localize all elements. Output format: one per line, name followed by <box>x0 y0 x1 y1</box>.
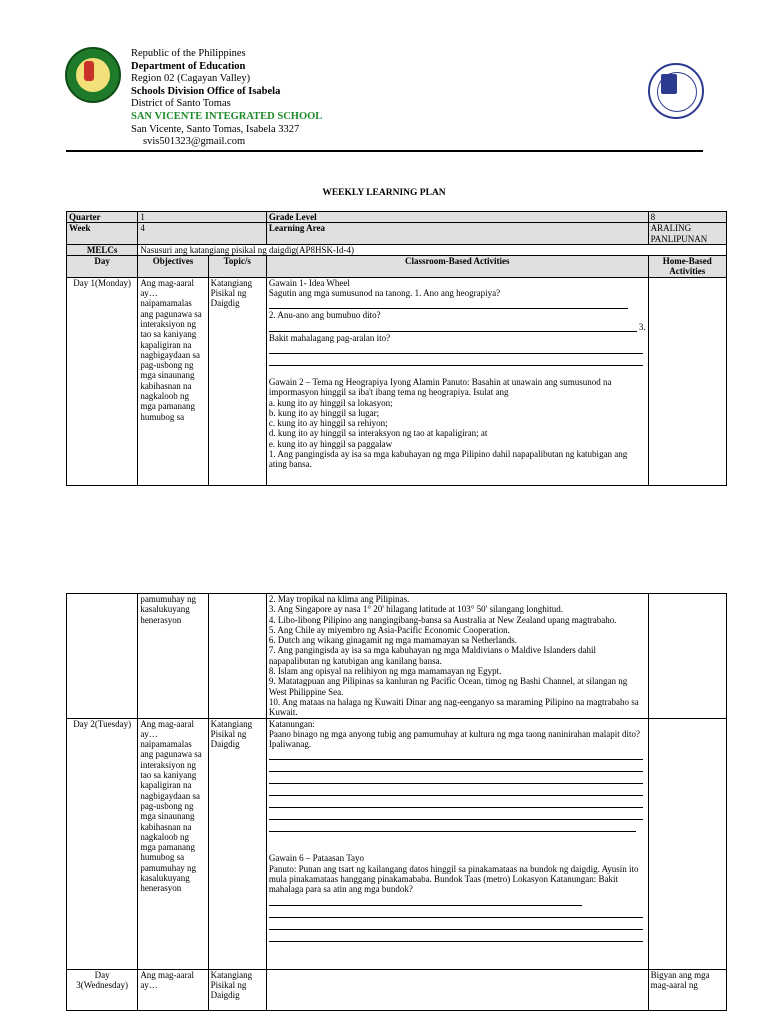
school-address: San Vicente, Santo Tomas, Isabela 3327 <box>131 123 300 135</box>
answer-line <box>269 797 643 808</box>
melcs-row <box>67 244 727 255</box>
division-line: Schools Division Office of Isabela <box>131 85 281 97</box>
day1-home <box>648 277 726 485</box>
col-objectives: Objectives <box>138 256 208 278</box>
gawain1-q3: Bakit mahalagang pag-aralan ito? <box>268 332 391 343</box>
answer-line <box>269 785 643 796</box>
day1-cont-classroom <box>266 594 648 719</box>
area-label: Learning Area <box>266 223 648 245</box>
col-classroom: Classroom-Based Activities <box>266 256 648 278</box>
answer-line <box>269 895 582 906</box>
gawain2-option-e: e. kung ito ay hinggil sa paggalaw <box>268 438 393 449</box>
header-rule <box>66 150 703 152</box>
answer-line <box>269 809 643 820</box>
week-label: Week <box>67 223 138 245</box>
region-line: Region 02 (Cagayan Valley) <box>131 73 251 85</box>
republic-line: Republic of the Philippines <box>131 48 246 59</box>
answer-line <box>269 749 643 760</box>
gawain1-title: Gawain 1- Idea Wheel <box>268 277 350 288</box>
gawain2-item-10: 10. Ang mataas na halaga ng Kuwaiti Dinar ang nag-eenganyo sa maraming Pilipino na magtrabaho sa Kuwait. <box>268 696 639 718</box>
answer-line <box>269 773 643 784</box>
answer-line <box>269 931 643 942</box>
day2-row <box>67 718 727 969</box>
gawain6-body: Panuto: Punan ang tsart ng kailangang datos hinggil sa pinakamataas na bundok ng daigdig. Ayusin ito mula pinakamataas hanggang pinakamababa. Bundok Taas (metro) Lokasyon Katanungan: Bakit mahalaga para sa atin ang mga bundok? <box>268 863 639 895</box>
answer-line <box>269 355 643 366</box>
gawain2-option-d: d. kung ito ay hinggil sa interaksyon ng tao at kapaligiran; at <box>268 428 488 439</box>
q3-number: 3. <box>638 322 646 333</box>
deped-division-seal-icon <box>65 47 121 103</box>
col-home: Home-Based Activities <box>648 256 726 278</box>
quarter-value: 1 <box>138 212 267 223</box>
answer-line <box>269 761 643 772</box>
day1-classroom <box>266 277 648 485</box>
area-value: ARALING PANLIPUNAN <box>648 223 726 245</box>
answer-line <box>269 821 636 832</box>
gawain2-item-2: 2. May tropikal na klima ang Pilipinas. <box>268 594 410 604</box>
quarter-label: Quarter <box>67 212 138 223</box>
day3-home: Bigyan ang mga mag-aaral ng <box>648 969 726 1010</box>
column-header-row <box>67 256 727 278</box>
col-day: Day <box>67 256 138 278</box>
day1-cont-day <box>67 594 138 719</box>
day2-home <box>648 718 726 969</box>
gawain2-item-7: 7. Ang pangingisda ay isa sa mga kabuhayan ng mga Maldivians o Maldive Islanders dahil napapalibutan ng katubigan ang kanilang bansa. <box>268 645 597 666</box>
melcs-value: Nasusuri ang katangiang pisikal ng daigdig(AP8HSK-Id-4) <box>138 244 727 255</box>
day1-cont-home <box>648 594 726 719</box>
day2-objectives: Ang mag-aaral ay… naipamamalas ang pagunawa sa interaksiyon ng tao sa kaniyang kapaligiran na nagbigaydaan sa pag-usbong ng mga sinaunang kabihasnan na nagkaloob ng mga pamanang humubog sa pamumuhay ng kasalukuyang henerasyon <box>138 718 208 969</box>
gawain2-item-1: 1. Ang pangingisda ay isa sa mga kabuhayan ng mga Pilipino dahil napapalibutan ng katubigan ang ating bansa. <box>268 449 628 470</box>
grade-label: Grade Level <box>266 212 648 223</box>
gawain2-intro: Gawain 2 – Tema ng Heograpiya Iyong Alamin Panuto: Basahin at unawain ang sumusunod na impormasyon hinggil sa iba't ibang tema ng heograpiya. Isulat ang <box>268 376 612 398</box>
weekly-plan-table-page2 <box>66 593 727 1011</box>
gawain2-item-5: 5. Ang Chile ay miyembro ng Asia-Pacific Economic Cooperation. <box>268 624 510 635</box>
day1-label: Day 1(Monday) <box>67 277 138 485</box>
day3-row <box>67 969 727 1010</box>
gawain2-item-4: 4. Libo-libong Pilipino ang nangingibang-bansa sa Australia at New Zealand upang magtrabaho. <box>268 614 617 625</box>
school-email: svis501323@gmail.com <box>143 136 246 148</box>
deped-seal-icon <box>648 63 704 119</box>
gawain6-title: Gawain 6 – Pataasan Tayo <box>268 853 365 864</box>
gawain2-option-c: c. kung ito ay hinggil sa rehiyon; <box>268 418 388 429</box>
school-name: SAN VICENTE INTEGRATED SCHOOL <box>131 110 323 122</box>
grade-value: 8 <box>648 212 726 223</box>
answer-line <box>269 298 628 309</box>
day1-continued-row <box>67 594 727 719</box>
quarter-row <box>67 212 727 223</box>
katanungan-question: Paano binago ng mga anyong tubig ang pamumuhay at kultura ng mga taong naninirahan malapit dito? Ipaliwanag. <box>268 728 641 750</box>
day1-topic: Katangiang Pisikal ng Daigdig <box>208 277 266 485</box>
week-row <box>67 223 727 245</box>
day3-topic: Katangiang Pisikal ng Daigdig <box>208 969 266 1010</box>
weekly-plan-table-page1 <box>66 211 727 486</box>
district-line: District of Santo Tomas <box>131 98 231 110</box>
day1-objectives: Ang mag-aaral ay… naipamamalas ang pagunawa sa interaksiyon ng tao sa kaniyang kapaligiran na nagbigaydaan sa pag-usbong ng mga sinaunang kabihasnan na nagkaloob ng mga pamanang humubog sa <box>138 277 208 485</box>
day1-cont-topic <box>208 594 266 719</box>
day1-cont-objectives: pamumuhay ng kasalukuyang henerasyon <box>138 594 208 719</box>
week-value: 4 <box>138 223 267 245</box>
day2-classroom <box>266 718 648 969</box>
department-line: Department of Education <box>131 60 246 72</box>
katanungan-label: Katanungan: <box>268 718 315 729</box>
answer-line <box>269 343 643 354</box>
day2-label: Day 2(Tuesday) <box>67 718 138 969</box>
gawain2-item-3: 3. Ang Singapore ay nasa 1° 20' hilagang latitude at 103° 50' silangang longhitud. <box>268 604 564 615</box>
day3-objectives: Ang mag-aaral ay… <box>138 969 208 1010</box>
answer-line <box>269 919 643 930</box>
day3-label: Day 3(Wednesday) <box>67 969 138 1010</box>
day3-classroom <box>266 969 648 1010</box>
gawain1-q2: 2. Anu-ano ang bumubuo dito? <box>268 310 381 321</box>
gawain1-q1: Sagutin ang mga sumusunod na tanong. 1. Ano ang heograpiya? <box>268 288 501 299</box>
col-topics: Topic/s <box>208 256 266 278</box>
answer-line <box>269 907 643 918</box>
gawain2-option-b: b. kung ito ay hinggil sa lugar; <box>268 407 380 418</box>
answer-line <box>269 321 637 332</box>
q3-line-row <box>269 321 646 333</box>
melcs-label: MELCs <box>67 244 138 255</box>
gawain2-item-9: 9. Matatagpuan ang Pilipinas sa kanluran ng Pacific Ocean, timog ng Bashi Channel, at silangan ng West Philippine Sea. <box>268 676 628 697</box>
day1-row <box>67 277 727 485</box>
letterhead <box>131 48 322 149</box>
gawain2-item-8: 8. Islam ang opisyal na relihiyon ng mga mamamayan ng Egypt. <box>268 666 502 677</box>
gawain2-item-6: 6. Dutch ang wikang ginagamit ng mga mamamayan sa Netherlands. <box>268 635 518 646</box>
page-title: WEEKLY LEARNING PLAN <box>322 188 446 198</box>
day2-topic: Katangiang Pisikal ng Daigdig <box>208 718 266 969</box>
gawain2-option-a: a. kung ito ay hinggil sa lokasyon; <box>268 397 393 408</box>
